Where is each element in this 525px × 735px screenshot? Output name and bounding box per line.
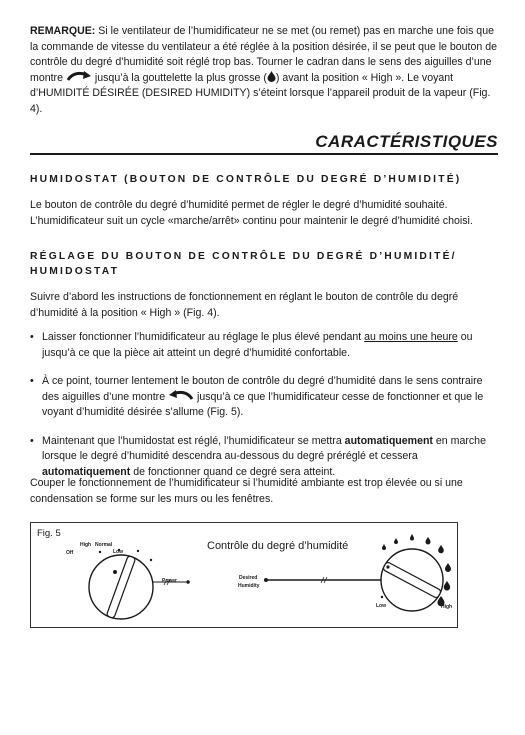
bullet1-text-b: ou jusqu’à ce que la pièce ait atteint un degré d’humidité confortable.: [42, 331, 473, 359]
counterclockwise-arrow-icon: [168, 390, 194, 401]
reglage-outro: Couper le fonctionnement de l’humidificateur si l’humidité ambiante est trop élevée ou si une condensation se forme sur les murs ou les fenêtres.: [30, 477, 463, 505]
bullet1-text-a: Laisser fonctionner l’humidificateur au réglage le plus élevé pendant: [42, 331, 365, 343]
droplet-icon: [267, 71, 276, 82]
reglage-heading: RÉGLAGE DU BOUTON DE CONTRÔLE DU DEGRÉ D’HUMIDITÉ/ HUMIDOSTAT: [30, 251, 457, 277]
bullet3-bold-1: automatiquement: [344, 434, 433, 447]
dial-label-humidity: Humidity: [238, 583, 260, 589]
list-item: [30, 374, 498, 421]
list-item: [30, 434, 498, 481]
reglage-intro: Suivre d’abord les instructions de fonctionnement en réglant le bouton de contrôle du degré d’humidité à la position « High » (Fig. 4).: [30, 291, 459, 319]
dial-label-high: High: [80, 542, 92, 548]
title-divider: [30, 153, 498, 155]
figure-caption: Contrôle du degré d’humidité: [207, 540, 349, 552]
figure-5: [30, 522, 458, 628]
humidostat-body: Le bouton de contrôle du degré d’humidité permet de régler le degré d’humidité souhaité. L’humidificateur suit un cycle «marche/arrêt» continu pour maintenir le degré d’humidité choisi.: [30, 199, 473, 227]
list-item: [30, 330, 498, 361]
reglage-steps: [30, 330, 498, 480]
bullet3-text-c: de fonctionner quand ce degré sera atteint.: [130, 465, 336, 478]
bullet2-text-a: À ce point, tourner lentement le bouton de contrôle du degré d’humidité dans le sens contraire des aiguilles d’une montre: [42, 375, 483, 403]
bullet3-text-a: Maintenant que l’humidostat est réglé, l’humidificateur se mettra: [42, 434, 345, 447]
remarque-text-2: jusqu’à la gouttelette la plus grosse (: [94, 71, 267, 84]
bullet3-bold-2: automatiquement: [42, 465, 131, 478]
dial-label-low-right: Low: [376, 603, 386, 609]
figure-label: Fig. 5: [37, 528, 61, 539]
remarque-label: REMARQUE:: [30, 25, 96, 37]
remarque-note: [30, 24, 498, 117]
bullet2-text-b: jusqu’à ce que l’humidificateur cesse de fonctionner et que le voyant d’humidité désirée s’allume (Fig. 5).: [42, 390, 484, 418]
bullet1-underlined: au moins une heure: [364, 331, 458, 343]
dial-label-high-right: High: [441, 604, 453, 610]
remarque-text-1: Si le ventilateur de l’humidificateur ne se met (ou remet) pas en marche une fois que la commande de vitesse du ventilateur a été réglée à la position désirée, il se peut que le bouton de contrôle du degré d’humidité soit réglé trop bas. Tourner le cadran dans le sens des aiguilles d’une montre: [30, 25, 498, 84]
humidostat-heading: HUMIDOSTAT (BOUTON DE CONTRÔLE DU DEGRÉ D’HUMIDITÉ): [30, 174, 462, 185]
dial-label-desired: Desired: [239, 575, 258, 581]
bullet3-text-b: en marche lorsque le degré d’humidité descendra au-dessous du degré préréglé et cessera: [42, 434, 486, 462]
remarque-text-3: ) avant la position « High ». Le voyant d’HUMIDITÉ DÉSIRÉE (DESIRED HUMIDITY) s’éteint lorsque l’appareil produit de la vapeur (Fig. 4).: [30, 71, 491, 115]
dial-label-power: Power: [162, 578, 178, 584]
dial-label-low: Low: [113, 549, 123, 555]
dial-label-normal: Normal: [95, 542, 113, 548]
humidity-dial: [264, 534, 451, 611]
clockwise-arrow-icon: [66, 71, 92, 82]
dial-label-off: Off: [66, 550, 74, 556]
section-title: CARACTÉRISTIQUES: [315, 132, 498, 151]
